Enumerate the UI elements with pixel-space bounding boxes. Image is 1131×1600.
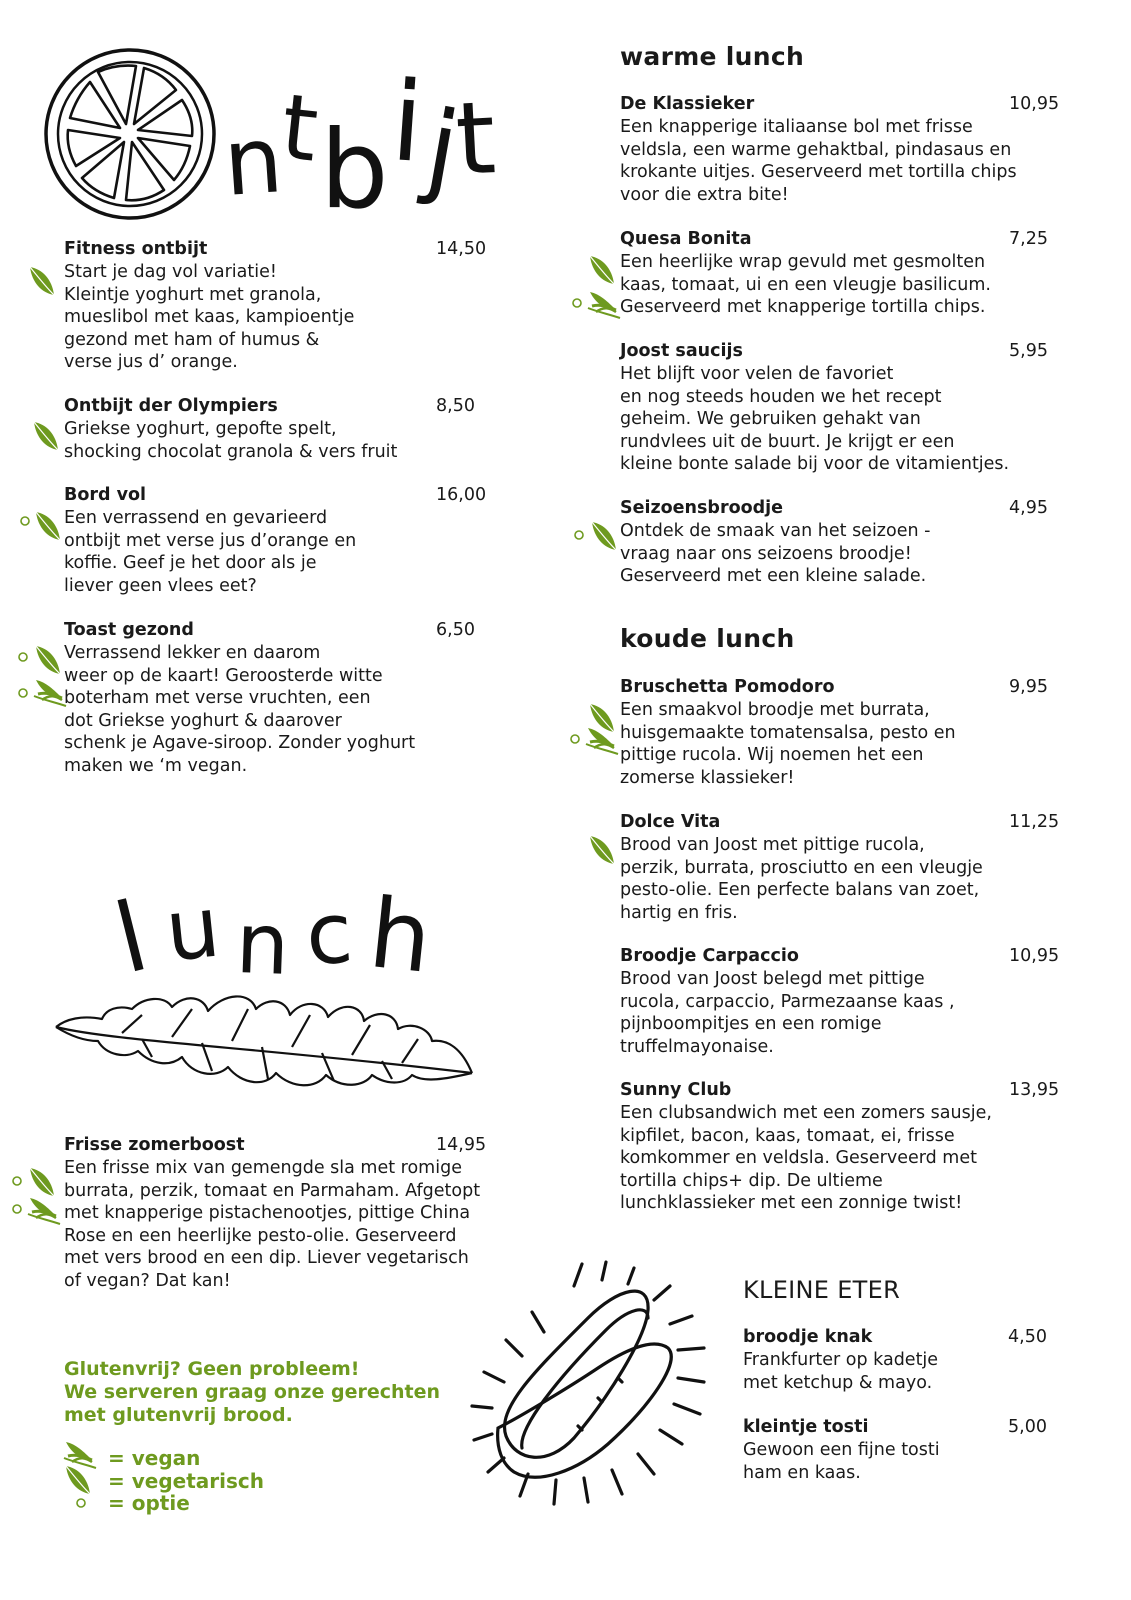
hotdog-illustration-icon [478, 1258, 718, 1508]
legend-vegetarisch-label: = vegetarisch [108, 1469, 264, 1493]
menu-item-ontbijt-der-olympiers [64, 395, 504, 463]
lemon-illustration-icon [36, 42, 226, 222]
item-name: Bord vol [64, 485, 147, 505]
item-price: 14,50 [436, 239, 487, 259]
option-circle-icon [18, 688, 30, 700]
menu-item-toast-gezond [64, 619, 504, 778]
menu-item-frisse-zomerboost [64, 1134, 514, 1293]
item-name: Bruschetta Pomodoro [620, 677, 835, 697]
item-name: De Klassieker [620, 94, 755, 114]
legend-vegetarisch [108, 1469, 264, 1493]
menu-item-broodje-carpaccio [620, 945, 1070, 1058]
item-name: Quesa Bonita [620, 229, 752, 249]
item-name: Dolce Vita [620, 812, 721, 832]
item-name: Seizoensbroodje [620, 498, 784, 518]
rucola-leaf-illustration-icon [52, 975, 480, 1105]
item-price: 14,95 [436, 1135, 487, 1155]
menu-item-seizoensbroodje [620, 497, 1070, 588]
item-price: 11,25 [1009, 812, 1060, 832]
item-description: Een smaakvol broodje met burrata, huisgemaakte tomatensalsa, pesto en pittige rucola. Wij noemen het een zomerse klassieker! [620, 700, 956, 788]
warme-lunch-heading: warme lunch [620, 42, 805, 71]
item-name: Broodje Carpaccio [620, 946, 799, 966]
vegan-icon [586, 288, 620, 318]
item-description: Een knapperige italiaanse bol met frisse veldsla, een warme gehaktbal, pindasaus en krokante uitjes. Geserveerd met tortilla chips voor die extra bite! [620, 117, 1017, 205]
item-description: Brood van Joost met pittige rucola, perzik, burrata, prosciutto en een vleugje pesto-olie. Een perfecte balans van zoet, hartig en fris. [620, 835, 983, 923]
vegetarian-leaf-icon [32, 420, 62, 452]
item-name: Toast gezond [64, 620, 194, 640]
legend-vegan-label: = vegan [108, 1446, 201, 1470]
item-name: broodje knak [743, 1327, 873, 1347]
vegetarian-leaf-icon [28, 265, 58, 297]
menu-item-sunny-club [620, 1079, 1070, 1215]
item-price: 4,95 [1009, 498, 1048, 518]
legend-option-icon [76, 1498, 88, 1510]
item-name: Joost saucijs [620, 341, 743, 361]
item-description: Griekse yoghurt, gepofte spelt, shocking chocolat granola & vers fruit [64, 419, 398, 462]
item-description: Een verrassend en gevarieerd ontbijt met verse jus d’orange en koffie. Geef je het door als je liever geen vlees eet? [64, 508, 357, 596]
vegetarian-leaf-icon [588, 834, 618, 866]
option-circle-icon [572, 298, 584, 310]
vegan-icon [584, 724, 618, 754]
item-price: 9,95 [1009, 677, 1048, 697]
kleine-eter-heading: KLEINE ETER [743, 1276, 901, 1304]
item-name: kleintje tosti [743, 1417, 869, 1437]
item-name: Fitness ontbijt [64, 239, 208, 259]
legend-vegan [108, 1446, 200, 1470]
option-circle-icon [18, 652, 30, 664]
option-circle-icon [12, 1204, 24, 1216]
option-circle-icon [574, 530, 586, 542]
menu-item-quesa-bonita [620, 228, 1070, 319]
item-description: Start je dag vol variatie! Kleintje yoghurt met granola, mueslibol met kaas, kampioentje gezond met ham of humus & verse jus d’ orange. [64, 262, 355, 373]
legend-optie [108, 1491, 190, 1515]
item-price: 7,25 [1009, 229, 1048, 249]
item-price: 13,95 [1009, 1080, 1060, 1100]
menu-item-broodje-knak [743, 1326, 1083, 1394]
item-description: Gewoon een fijne tosti ham en kaas. [743, 1440, 940, 1483]
menu-item-de-klassieker [620, 93, 1070, 206]
item-name: Ontbijt der Olympiers [64, 396, 278, 416]
menu-item-fitness-ontbijt [64, 238, 504, 374]
gluten-free-note: Glutenvrij? Geen probleem! We serveren graag onze gerechten met glutenvrij brood. [64, 1358, 441, 1426]
item-price: 4,50 [1008, 1327, 1047, 1347]
item-price: 6,50 [436, 620, 475, 640]
vegan-icon [26, 1194, 60, 1224]
item-price: 8,50 [436, 396, 475, 416]
option-circle-icon [12, 1176, 24, 1188]
item-name: Frisse zomerboost [64, 1135, 245, 1155]
option-circle-icon [570, 734, 582, 746]
menu-item-bruschetta-pomodoro [620, 676, 1070, 789]
item-description: Een clubsandwich met een zomers sausje, kipfilet, bacon, kaas, tomaat, ei, frisse komkommer en veldsla. Geserveerd met tortilla chips+ dip. De ultieme lunchklassieker met een zonnige twist! [620, 1103, 992, 1214]
vegetarian-leaf-icon [588, 254, 618, 286]
koude-lunch-heading: koude lunch [620, 624, 795, 653]
vegetarian-leaf-icon [34, 644, 64, 676]
item-description: Frankfurter op kadetje met ketchup & mayo. [743, 1350, 939, 1393]
menu-item-joost-saucijs [620, 340, 1070, 476]
item-description: Een heerlijke wrap gevuld met gesmolten kaas, tomaat, ui en een vleugje basilicum. Geserveerd met knapperige tortilla chips. [620, 252, 991, 318]
menu-item-bord-vol [64, 484, 504, 597]
menu-item-kleintje-tosti [743, 1416, 1083, 1484]
item-description: Ontdek de smaak van het seizoen - vraag naar ons seizoens broodje! Geserveerd met een kleine salade. [620, 521, 931, 587]
legend-optie-label: = optie [108, 1491, 190, 1515]
vegetarian-leaf-icon [590, 520, 620, 552]
item-description: Een frisse mix van gemengde sla met romige burrata, perzik, tomaat en Parmaham. Afgetopt met knapperige pistachenootjes, pittige China Rose en een heerlijke pesto-olie. Geserveerd met vers brood en een dip. Liever vegetarisch of vegan? Dat kan! [64, 1158, 481, 1291]
option-circle-icon [20, 516, 32, 528]
item-description: Brood van Joost belegd met pittige rucola, carpaccio, Parmezaanse kaas , pijnboompitjes en een romige truffelmayonaise. [620, 969, 955, 1057]
vegan-icon [32, 676, 66, 706]
vegetarian-leaf-icon [34, 510, 64, 542]
item-name: Sunny Club [620, 1080, 732, 1100]
item-price: 16,00 [436, 485, 487, 505]
item-price: 5,95 [1009, 341, 1048, 361]
item-price: 10,95 [1009, 94, 1060, 114]
item-description: Het blijft voor velen de favoriet en nog steeds houden we het recept geheim. We gebruiken gehakt van rundvlees uit de buurt. Je krijgt er een kleine bonte salade bij voor de vitamientjes. [620, 364, 1010, 475]
item-description: Verrassend lekker en daarom weer op de kaart! Geroosterde witte boterham met verse vruchten, een dot Griekse yoghurt & daarover schenk je Agave-siroop. Zonder yoghurt maken we ‘m vegan. [64, 643, 416, 776]
item-price: 5,00 [1008, 1417, 1047, 1437]
item-price: 10,95 [1009, 946, 1060, 966]
menu-item-dolce-vita [620, 811, 1070, 924]
legend-vegetarian-icon [64, 1464, 94, 1496]
